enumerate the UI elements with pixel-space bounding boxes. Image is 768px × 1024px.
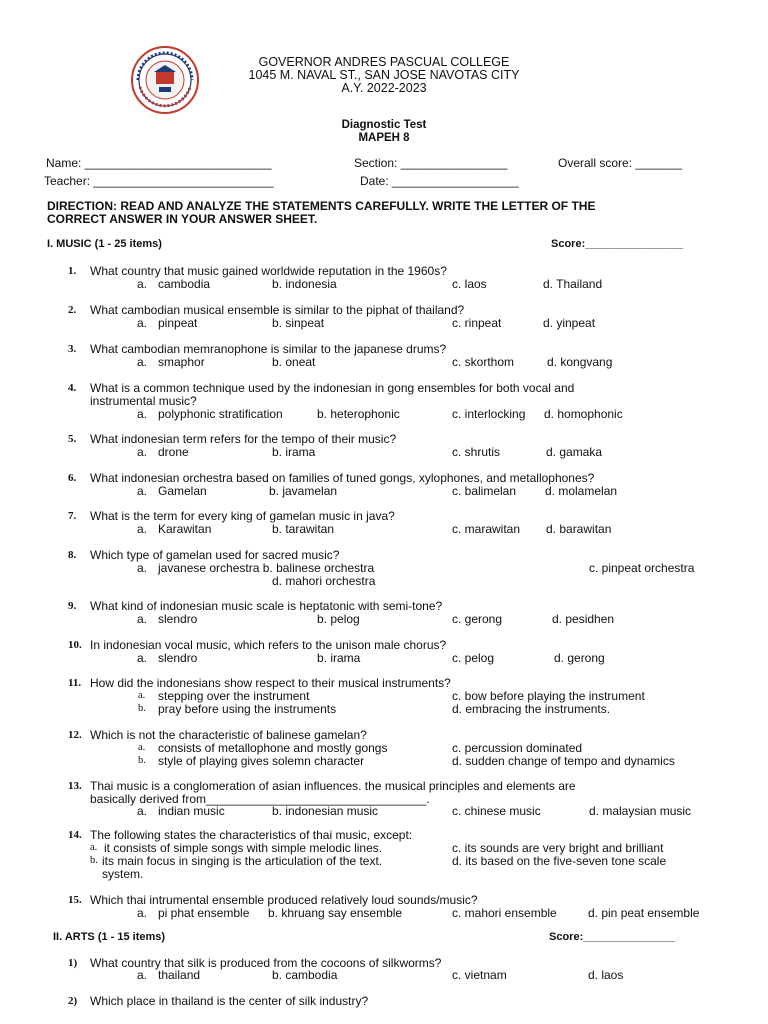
date-field[interactable]: Date: ___________________ <box>360 174 519 188</box>
choice-b: b. oneat <box>272 355 316 369</box>
choice-a: Karawitan <box>158 522 212 536</box>
choice-d: d. pin peat ensemble <box>588 906 700 920</box>
choice-b: b. khruang say ensemble <box>268 906 403 920</box>
choice-a: slendro <box>158 612 198 626</box>
choice-b: b. tarawitan <box>272 522 335 536</box>
choice-b: b. irama <box>317 651 361 665</box>
choice-a: drone <box>158 445 189 459</box>
direction-line-1: DIRECTION: READ AND ANALYZE THE STATEMENTS CAREFULLY. WRITE THE LETTER OF THE <box>47 199 596 213</box>
question-text: The following states the characteristics of thai music, except: <box>90 828 413 842</box>
question-text: What cambodian memranophone is similar to the japanese drums? <box>90 342 447 356</box>
choice-d: d. pesidhen <box>552 612 615 626</box>
arts-section-title: II. ARTS (1 - 15 items) <box>53 931 166 943</box>
question-number: 14. <box>68 829 82 841</box>
question-text: What indonesian term refers for the tempo of their music? <box>90 432 397 446</box>
choice-b: b. javamelan <box>269 484 338 498</box>
choice-a-letter: a. <box>137 906 148 920</box>
question-text: Which type of gamelan used for sacred music? <box>90 548 340 562</box>
question-text: What kind of indonesian music scale is heptatonic with semi-tone? <box>90 599 443 613</box>
choice-a-letter: a. <box>137 522 148 536</box>
choice-b: b. cambodia <box>272 968 338 982</box>
choice-a: consists of metallophone and mostly gongs <box>158 741 388 755</box>
choice-b: b. heterophonic <box>317 407 400 421</box>
choice-a: slendro <box>158 651 198 665</box>
choice-d: d. malaysian music <box>589 804 692 818</box>
choice-c: c. its sounds are very bright and brilliant <box>452 841 664 855</box>
choice-a: pi phat ensemble <box>158 906 250 920</box>
choice-b: b. indonesian music <box>272 804 379 818</box>
question-number: 4. <box>68 382 77 394</box>
academic-year: A.Y. 2022-2023 <box>341 81 427 95</box>
question-text: In indonesian vocal music, which refers to the unison male chorus? <box>90 638 447 652</box>
question-text: What country that music gained worldwide reputation in the 1960s? <box>90 264 447 278</box>
section-field[interactable]: Section: ________________ <box>354 156 508 170</box>
question-number: 13. <box>68 780 82 792</box>
choice-d: d. Thailand <box>543 277 603 291</box>
choice-b: pray before using the instruments <box>158 702 337 716</box>
choice-a: indian music <box>158 804 225 818</box>
overall-score-field[interactable]: Overall score: _______ <box>558 156 683 170</box>
question-text: How did the indonesians show respect to their musical instruments? <box>90 676 451 690</box>
choice-b: b. indonesia <box>272 277 337 291</box>
choice-a-letter: a. <box>137 407 148 421</box>
choice-c: c. shrutis <box>452 445 501 459</box>
choice-a-letter: a. <box>138 742 146 753</box>
question-number: 8. <box>68 549 77 561</box>
choice-d: d. kongvang <box>547 355 613 369</box>
choice-b-letter: b. <box>138 703 146 714</box>
choice-a-letter: a. <box>137 968 148 982</box>
question-number: 2. <box>68 304 77 316</box>
choice-d: d. homophonic <box>544 407 623 421</box>
choice-a-letter: a. <box>137 612 148 626</box>
test-title: Diagnostic Test <box>341 119 427 131</box>
choice-a: javanese orchestra b. balinese orchestra <box>158 561 375 575</box>
question-text: What country that silk is produced from the cocoons of silkworms? <box>90 956 442 970</box>
school-address: 1045 M. NAVAL ST., SAN JOSE NAVOTAS CITY <box>248 68 520 82</box>
question-text: What indonesian orchestra based on families of tuned gongs, xylophones, and metallophones? <box>90 471 595 485</box>
arts-score-field: Score:_______________ <box>549 931 676 943</box>
question-text-cont: instrumental music? <box>90 394 197 408</box>
school-name: GOVERNOR ANDRES PASCUAL COLLEGE <box>258 55 510 69</box>
choice-a-letter: a. <box>137 316 148 330</box>
choice-b-letter: b. <box>138 755 146 766</box>
choice-c: c. pinpeat orchestra <box>589 561 695 575</box>
choice-c: c. marawitan <box>452 522 521 536</box>
question-text: Which is not the characteristic of balinese gamelan? <box>90 728 367 742</box>
choice-d: d. laos <box>588 968 624 982</box>
question-text: What cambodian musical ensemble is similar to the piphat of thailand? <box>90 303 465 317</box>
choice-b-cont: system. <box>102 867 144 881</box>
choice-d: d. its based on the five-seven tone scale <box>452 854 667 868</box>
choice-b-letter: b. <box>90 855 98 866</box>
test-subject: MAPEH 8 <box>358 132 410 144</box>
question-number: 1) <box>68 957 78 969</box>
choice-b: b. pelog <box>317 612 360 626</box>
choice-b: style of playing gives solemn character <box>158 754 365 768</box>
question-number: 5. <box>68 433 77 445</box>
choice-a: cambodia <box>158 277 211 291</box>
choice-c: c. chinese music <box>452 804 541 818</box>
choice-a-letter: a. <box>137 651 148 665</box>
choice-c: c. skorthom <box>452 355 515 369</box>
question-text-cont: basically derived from_________________________________. <box>90 792 430 806</box>
question-text: Which place in thailand is the center of silk industry? <box>90 994 369 1008</box>
choice-a: thailand <box>158 968 201 982</box>
teacher-field[interactable]: Teacher: ___________________________ <box>44 174 274 188</box>
question-number: 10. <box>68 639 82 651</box>
direction-line-2: CORRECT ANSWER IN YOUR ANSWER SHEET. <box>47 212 318 226</box>
question-number: 9. <box>68 600 77 612</box>
question-number: 7. <box>68 510 77 522</box>
choice-c: c. pelog <box>452 651 495 665</box>
question-number: 6. <box>68 472 77 484</box>
choice-c: c. vietnam <box>452 968 507 982</box>
music-section-title: I. MUSIC (1 - 25 items) <box>47 238 162 250</box>
choice-c: c. mahori ensemble <box>452 906 557 920</box>
choice-a: stepping over the instrument <box>158 689 310 703</box>
choice-a-letter: a. <box>137 561 148 575</box>
choice-c: c. gerong <box>452 612 503 626</box>
choice-b: its main focus in singing is the articulation of the text. <box>102 854 383 868</box>
choice-a: it consists of simple songs with simple melodic lines. <box>104 841 383 855</box>
choice-c: c. percussion dominated <box>452 741 583 755</box>
choice-b: b. irama <box>272 445 316 459</box>
choice-d: d. sudden change of tempo and dynamics <box>452 754 675 768</box>
choice-d: d. gerong <box>554 651 605 665</box>
question-text: Thai music is a conglomeration of asian influences. the musical principles and elements are <box>90 779 576 793</box>
choice-a-letter: a. <box>137 355 148 369</box>
question-number: 1. <box>68 265 77 277</box>
choice-a: smaphor <box>158 355 205 369</box>
choice-d: d. gamaka <box>546 445 603 459</box>
choice-a-letter: a. <box>138 690 146 701</box>
choice-d: d. molamelan <box>545 484 618 498</box>
choice-d: d. yinpeat <box>543 316 596 330</box>
choice-a-letter: a. <box>137 277 148 291</box>
choice-a-letter: a. <box>137 484 148 498</box>
choice-c: c. interlocking <box>452 407 526 421</box>
question-number: 2) <box>68 995 78 1007</box>
question-number: 3. <box>68 343 77 355</box>
choice-c: c. laos <box>452 277 487 291</box>
choice-a: polyphonic stratification <box>158 407 283 421</box>
question-number: 15. <box>68 894 82 906</box>
choice-a: pinpeat <box>158 316 198 330</box>
question-text: What is the term for every king of gamelan music in java? <box>90 509 395 523</box>
choice-c: c. bow before playing the instrument <box>452 689 645 703</box>
choice-d: d. mahori orchestra <box>272 574 376 588</box>
name-field[interactable]: Name: ____________________________ <box>46 156 272 170</box>
choice-c: c. balimelan <box>452 484 517 498</box>
choice-d: d. embracing the instruments. <box>452 702 611 716</box>
question-text: Which thai intrumental ensemble produced relatively loud sounds/music? <box>90 893 478 907</box>
choice-a-letter: a. <box>137 445 148 459</box>
choice-c: c. rinpeat <box>452 316 502 330</box>
choice-a-letter: a. <box>137 804 148 818</box>
music-score-field: Score:________________ <box>551 238 684 250</box>
choice-a: Gamelan <box>158 484 207 498</box>
choice-b: b. sinpeat <box>272 316 325 330</box>
choice-d: d. barawitan <box>546 522 612 536</box>
question-number: 12. <box>68 729 82 741</box>
question-text: What is a common technique used by the indonesian in gong ensembles for both vocal and <box>90 381 575 395</box>
choice-a-letter: a. <box>90 842 98 853</box>
question-number: 11. <box>68 677 82 689</box>
